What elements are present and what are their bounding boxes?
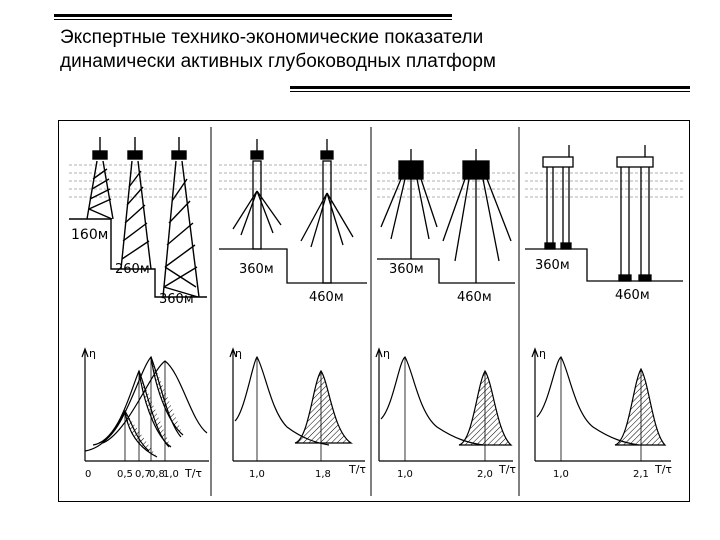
panel-4-platforms (525, 145, 683, 303)
y-axis-label: η (539, 347, 546, 360)
platform-figure (58, 120, 690, 502)
panel-3-platforms (377, 149, 515, 305)
tick-label: 0 (85, 469, 92, 480)
tick-label: 1,8 (315, 469, 331, 480)
depth-label: 460м (457, 290, 492, 305)
tick-label: 1,0 (397, 469, 413, 480)
response-chart-2 (230, 349, 365, 461)
title-rule-thin (290, 91, 690, 92)
title-rule-thick (290, 86, 690, 89)
depth-label: 460м (309, 290, 344, 305)
y-axis-label: η (383, 347, 390, 360)
title-line-2: динамически активных глубоководных платформ (60, 51, 496, 72)
x-axis-label: T/τ (655, 463, 673, 476)
depth-label: 360м (389, 262, 424, 277)
depth-label: 260м (115, 262, 150, 277)
tick-label: 1,0 (163, 469, 179, 480)
panel-2-platforms (219, 139, 367, 305)
tick-label: 1,0 (249, 469, 265, 480)
top-rule-thick (54, 14, 452, 17)
y-axis-label: η (235, 347, 242, 360)
figure-drawing (59, 121, 689, 501)
depth-label: 360м (239, 262, 274, 277)
depth-label: 460м (615, 288, 650, 303)
x-axis-label: T/τ (349, 463, 367, 476)
tick-label: 0,5 (117, 469, 133, 480)
slide-title (60, 26, 496, 74)
tick-label: 0,8 (149, 469, 165, 480)
tick-label: 2,1 (633, 469, 649, 480)
depth-label: 160м (71, 227, 109, 243)
panel-1-platforms (69, 137, 207, 307)
depth-label: 360м (535, 258, 570, 273)
response-chart-4 (532, 349, 671, 461)
depth-label: 360м (159, 292, 194, 307)
top-rule-thin (54, 19, 452, 20)
response-chart-1 (82, 349, 209, 461)
x-axis-label: T/τ (185, 467, 203, 480)
response-chart-3 (376, 349, 513, 461)
x-axis-label: T/τ (499, 463, 517, 476)
tick-label: 0,7 (135, 469, 151, 480)
tick-label: 2,0 (477, 469, 493, 480)
tick-label: 1,0 (553, 469, 569, 480)
title-line-1: Экспертные технико-экономические показатели (60, 27, 484, 48)
y-axis-label: η (89, 347, 96, 360)
